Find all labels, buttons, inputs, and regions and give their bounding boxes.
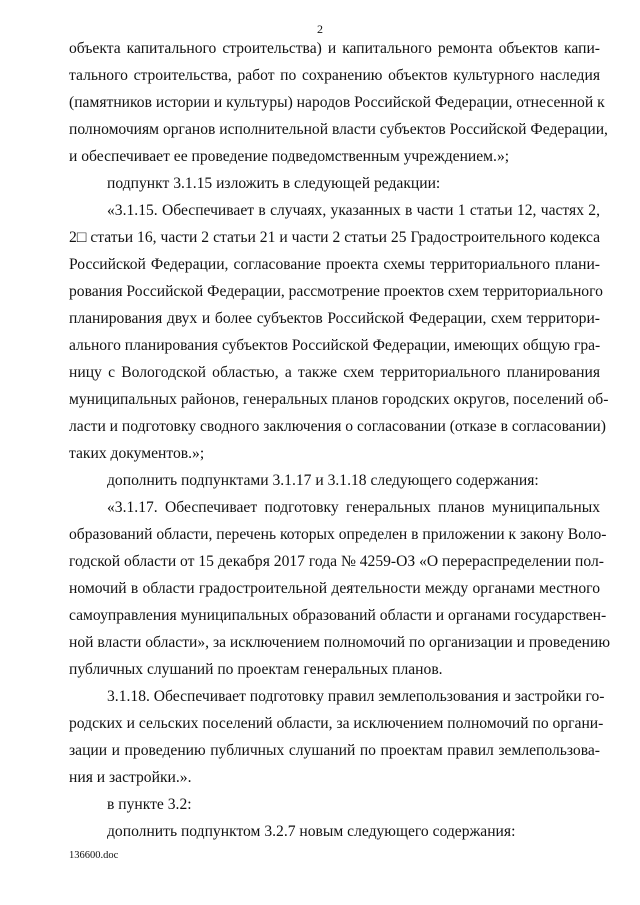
text-line: образований области, перечень которых определен в приложении к закону Воло- <box>69 526 607 543</box>
text-line: 2□ статьи 16, части 2 статьи 21 и части 2 статьи 25 Градостроительного кодекса <box>69 229 600 246</box>
text-line: муниципальных районов, генеральных планов городских округов, поселений об- <box>69 391 609 408</box>
text-line: самоуправления муниципальных образований области и органами государствен- <box>69 607 607 624</box>
text-line: в пункте 3.2: <box>107 796 192 813</box>
text-line: тального строительства, работ по сохранению объектов культурного наследия <box>69 67 600 84</box>
text-line: объекта капитального строительства) и капитального ремонта объектов капи- <box>69 40 600 57</box>
text-line: рования Российской Федерации, рассмотрение проектов схем территориального <box>69 283 603 300</box>
text-line: «3.1.17. Обеспечивает подготовку генеральных планов муниципальных <box>107 499 600 516</box>
text-line: «3.1.15. Обеспечивает в случаях, указанных в части 1 статьи 12, частях 2, <box>107 202 600 219</box>
text-line: планирования двух и более субъектов Российской Федерации, схем территори- <box>69 310 600 327</box>
text-line: зации и проведению публичных слушаний по проектам правил землепользова- <box>69 742 600 759</box>
text-line: публичных слушаний по проектам генеральных планов. <box>69 661 443 678</box>
text-line: ального планирования субъектов Российской Федерации, имеющих общую гра- <box>69 337 601 354</box>
text-line: номочий в области градостроительной деятельности между органами местного <box>69 580 600 597</box>
text-line: ницу с Вологодской областью, а также схем территориального планирования <box>69 364 600 381</box>
text-line: и обеспечивает ее проведение подведомственным учреждением.»; <box>69 148 510 165</box>
text-line: годской области от 15 декабря 2017 года № 4259-ОЗ «О перераспределении пол- <box>69 553 604 570</box>
text-line: родских и сельских поселений области, за исключением полномочий по органи- <box>69 715 604 732</box>
text-line: подпункт 3.1.15 изложить в следующей редакции: <box>107 175 441 192</box>
text-line: 3.1.18. Обеспечивает подготовку правил землепользования и застройки го- <box>107 688 605 705</box>
text-line: ной власти области», за исключением полномочий по организации и проведению <box>69 634 611 651</box>
text-line: (памятников истории и культуры) народов Российской Федерации, отнесенной к <box>69 94 605 111</box>
document-filename: 136600.doc <box>69 850 119 861</box>
text-line: дополнить подпунктом 3.2.7 новым следующего содержания: <box>107 823 516 840</box>
text-line: таких документов.»; <box>69 445 205 462</box>
text-line: полномочиям органов исполнительной власти субъектов Российской Федерации, <box>69 121 608 138</box>
text-line: ласти и подготовку сводного заключения о согласовании (отказе в согласовании) <box>69 418 606 435</box>
text-line: ния и застройки.». <box>69 769 192 786</box>
text-line: дополнить подпунктами 3.1.17 и 3.1.18 следующего содержания: <box>107 472 539 489</box>
text-line: Российской Федерации, согласование проекта схемы территориального плани- <box>69 256 600 273</box>
page-number: 2 <box>317 22 323 36</box>
